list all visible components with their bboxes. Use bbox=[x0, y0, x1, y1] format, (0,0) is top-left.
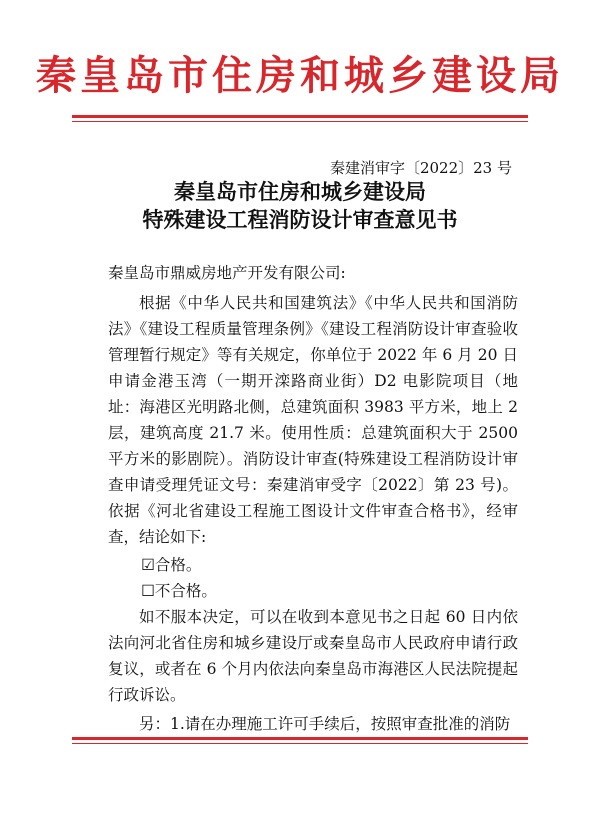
checked-box-icon: ☑ bbox=[141, 556, 155, 574]
body-paragraph-note: 另：1.请在办理施工许可手续后，按照审查批准的消防 bbox=[139, 715, 511, 733]
footer-rule-thick bbox=[72, 737, 528, 740]
unchecked-box-icon: ☐ bbox=[141, 582, 155, 600]
footer-rule-thin bbox=[72, 743, 528, 744]
option-pass-label: 合格。 bbox=[154, 556, 202, 574]
document-title-line1: 秦皇岛市住房和城乡建设局 bbox=[174, 180, 426, 204]
option-fail bbox=[141, 578, 217, 604]
body-paragraph-appeal: 如不服本决定，可以在收到本意见书之日起 60 日内依法向河北省住房和城乡建设厅或秦皇岛市人民政府申请行政复议，或者在 6 个月内依法向秦皇岛市海港区人民法院提起行政诉讼。 bbox=[108, 608, 518, 704]
option-pass bbox=[141, 552, 201, 578]
letterhead-rule-thick bbox=[72, 115, 528, 118]
letterhead-rule-thin bbox=[72, 121, 528, 122]
agency-letterhead-title: 秦皇岛市住房和城乡建设局 bbox=[36, 52, 564, 99]
option-fail-label: 不合格。 bbox=[154, 582, 217, 600]
document-number: 秦建消审字〔2022〕23 号 bbox=[329, 159, 512, 177]
document-title-line2: 特殊建设工程消防设计审查意见书 bbox=[142, 208, 458, 232]
body-paragraph-basis: 根据《中华人民共和国建筑法》《中华人民共和国消防法》《建设工程质量管理条例》《建设工程消防设计审查验收管理暂行规定》等有关规定，你单位于 2022 年 6 月 20 日申请金港玉湾（一期开滦路商业街）D2 电影院项目（地址：海港区光明路北侧，总建筑面积 3983 平方米，地上 2 层，建筑高度 21.7 米。使用性质：总建筑面积大于 2500 平方米的影剧院）。消防设计审查(特殊建设工程消防设计审查申请受理凭证文号：秦建消审受字〔2022〕第 23 号)。依据《河北省建设工程施工图设计文件审查合格书》，经审查，结论如下: bbox=[108, 294, 518, 546]
addressee: 秦皇岛市鼎威房地产开发有限公司: bbox=[108, 264, 346, 282]
